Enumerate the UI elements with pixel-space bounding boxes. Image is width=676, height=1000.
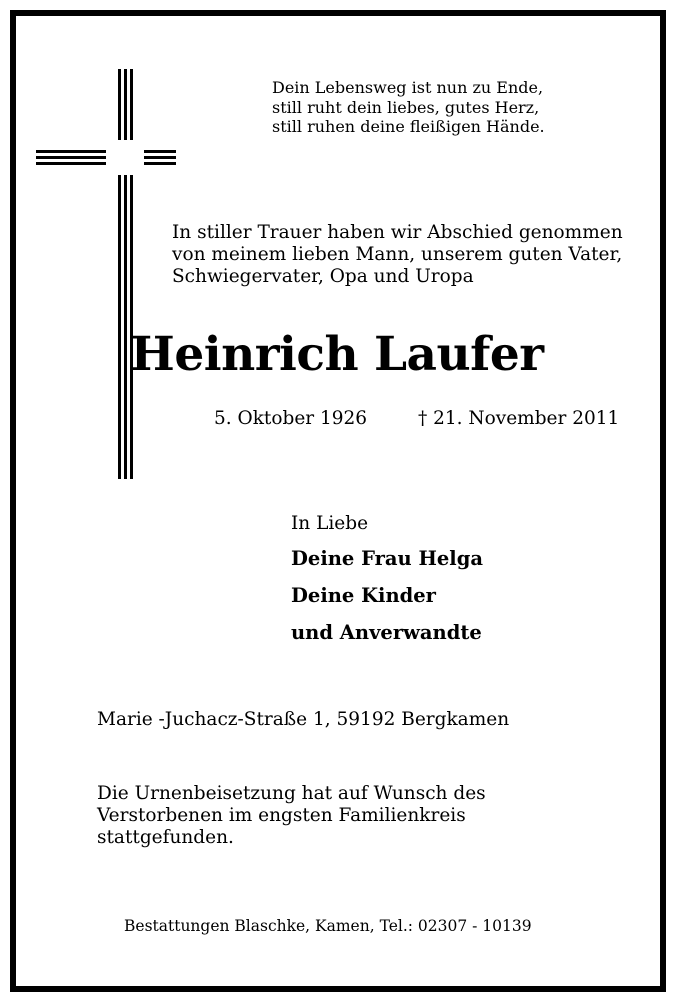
birth-date: 5. Oktober 1926 (214, 408, 368, 429)
address: Marie -Juchacz-Straße 1, 59192 Bergkamen (97, 709, 510, 730)
intro-text (172, 222, 642, 287)
signer: Deine Frau Helga (291, 547, 483, 570)
verse-line: Dein Lebensweg ist nun zu Ende, (272, 78, 544, 97)
signer: und Anverwandte (291, 621, 482, 644)
intro-line: von meinem lieben Mann, unserem guten Vater, (172, 243, 623, 265)
burial-line: Verstorbenen im engsten Familienkreis (97, 804, 466, 826)
undertaker-contact: Bestattungen Blaschke, Kamen, Tel.: 02307 - 10139 (124, 917, 532, 935)
burial-line: stattgefunden. (97, 826, 234, 848)
verse (272, 78, 612, 137)
deceased-name-block (0, 327, 676, 382)
burial-notice (97, 783, 567, 848)
death-date: † 21. November 2011 (418, 408, 620, 429)
burial-line: Die Urnenbeisetzung hat auf Wunsch des (97, 783, 486, 804)
signer: Deine Kinder (291, 584, 436, 607)
cross-icon (36, 69, 176, 479)
mourners-intro: In Liebe (291, 513, 369, 534)
intro-line: Schwiegervater, Opa und Uropa (172, 265, 474, 287)
verse-line: still ruht dein liebes, gutes Herz, (272, 97, 540, 117)
intro-line: In stiller Trauer haben wir Abschied genommen (172, 222, 623, 243)
deceased-name: Heinrich Laufer (130, 327, 544, 382)
verse-line: still ruhen deine fleißigen Hände. (272, 117, 545, 137)
